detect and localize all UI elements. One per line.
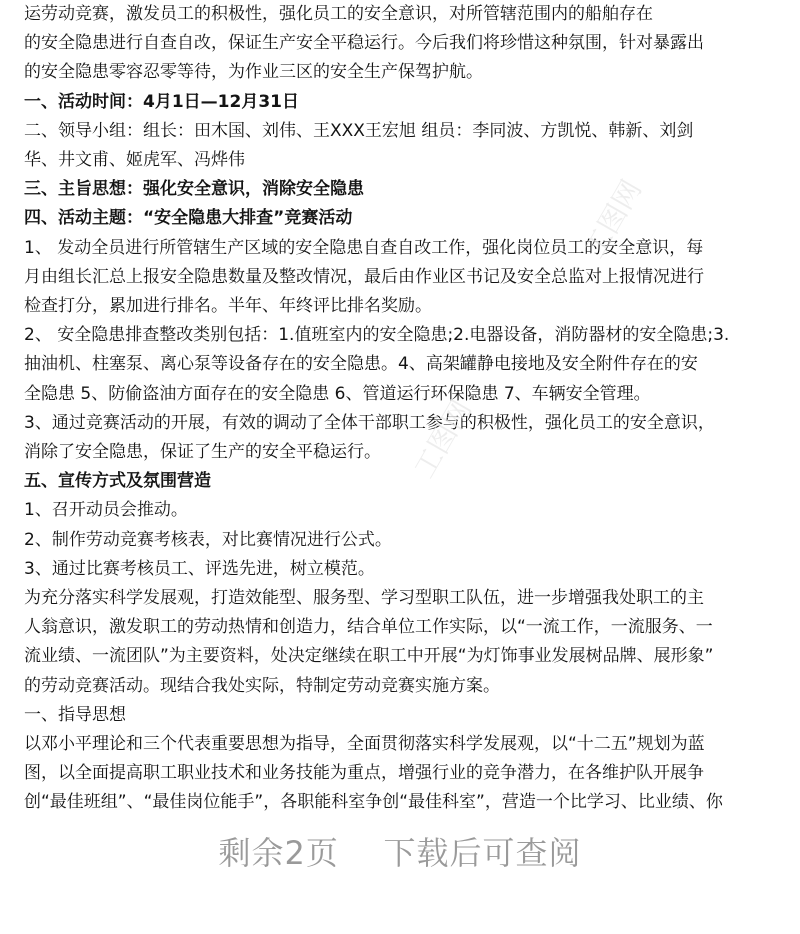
paragraph-line: 1、 发动全员进行所管辖生产区域的安全隐患自查自改工作，强化岗位员工的安全意识，每 (24, 237, 704, 258)
paragraph-line: 月由组长汇总上报安全隐患数量及整改情况，最后由作业区书记及安全总监对上报情况进行 (24, 266, 704, 287)
paragraph-line: 2、 安全隐患排查整改类别包括：1.值班室内的安全隐患;2.电器设备，消防器材的安全隐患;3. (24, 325, 730, 346)
watermark-text: 工图网 (577, 174, 649, 264)
paragraph-line: 二、领导小组：组长：田木国、刘伟、王XXX王宏旭 组员：李同波、方凯悦、韩新、刘剑 (24, 120, 694, 141)
section-heading-line: 四、活动主题：“安全隐患大排查”竞赛活动 (24, 208, 353, 229)
paragraph-line: 图，以全面提高职工职业技术和业务技能为重点，增强行业的竞争潜力，在各维护队开展争 (24, 763, 704, 784)
paragraph-line: 以邓小平理论和三个代表重要思想为指导，全面贯彻落实科学发展观，以“十二五”规划为蓝 (24, 734, 705, 754)
section-heading-line: 五、宣传方式及氛围营造 (24, 471, 211, 492)
paragraph-line: 3、通过竞赛活动的开展，有效的调动了全体干部职工参与的积极性，强化员工的安全意识， (24, 412, 715, 433)
paragraph-line: 一、指导思想 (24, 704, 126, 725)
paragraph-line: 的安全隐患进行自查自改，保证生产安全平稳运行。今后我们将珍惜这种氛围，针对暴露出 (24, 33, 704, 54)
paragraph-line: 的安全隐患零容忍零等待，为作业三区的安全生产保驾护航。 (24, 62, 483, 83)
paragraph-line: 2、制作劳动竞赛考核表，对比赛情况进行公式。 (24, 529, 392, 550)
paragraph-line: 3、通过比赛考核员工、评选先进，树立模范。 (24, 558, 375, 579)
paragraph-line: 创“最佳班组”、“最佳岗位能手”，各职能科室争创“最佳科室”，营造一个比学习、比业绩、你 (24, 792, 723, 813)
section-heading-line: 三、主旨思想：强化安全意识，消除安全隐患 (24, 179, 364, 200)
paragraph-line: 1、召开动员会推动。 (24, 500, 188, 521)
watermark-text: 工图网 (407, 394, 479, 484)
paragraph-line: 运劳动竞赛，激发员工的积极性，强化员工的安全意识，对所管辖范围内的船舶存在 (24, 4, 653, 24)
paragraph-line: 为充分落实科学发展观，打造效能型、服务型、学习型职工队伍，进一步增强我处职工的主 (24, 588, 704, 608)
paragraph-line: 人翁意识，激发职工的劳动热情和创造力，结合单位工作实际，以“一流工作，一流服务、一 (24, 617, 713, 638)
paragraph-line: 的劳动竞赛活动。现结合我处实际，特制定劳动竞赛实施方案。 (24, 675, 500, 696)
paragraph-line: 全隐患 5、防偷盗油方面存在的安全隐患 6、管道运行环保隐患 7、车辆安全管理。 (24, 383, 651, 404)
paragraph-line: 检查打分，累加进行排名。半年、年终评比排名奖励。 (24, 296, 432, 316)
remaining-pages-notice[interactable]: 剩余2页 下载后可查阅 (218, 834, 582, 872)
paragraph-line: 华、井文甫、姬虎军、冯烨伟 (24, 150, 245, 170)
section-heading-line: 一、活动时间：4月1日—12月31日 (24, 91, 299, 112)
paragraph-line: 消除了安全隐患，保证了生产的安全平稳运行。 (24, 442, 381, 462)
paragraph-line: 抽油机、柱塞泵、离心泵等设备存在的安全隐患。4、高架罐静电接地及安全附件存在的安 (24, 354, 698, 375)
paragraph-line: 流业绩、一流团队”为主要资料，处决定继续在职工中开展“为灯饰事业发展树品牌、展形象” (24, 646, 714, 667)
